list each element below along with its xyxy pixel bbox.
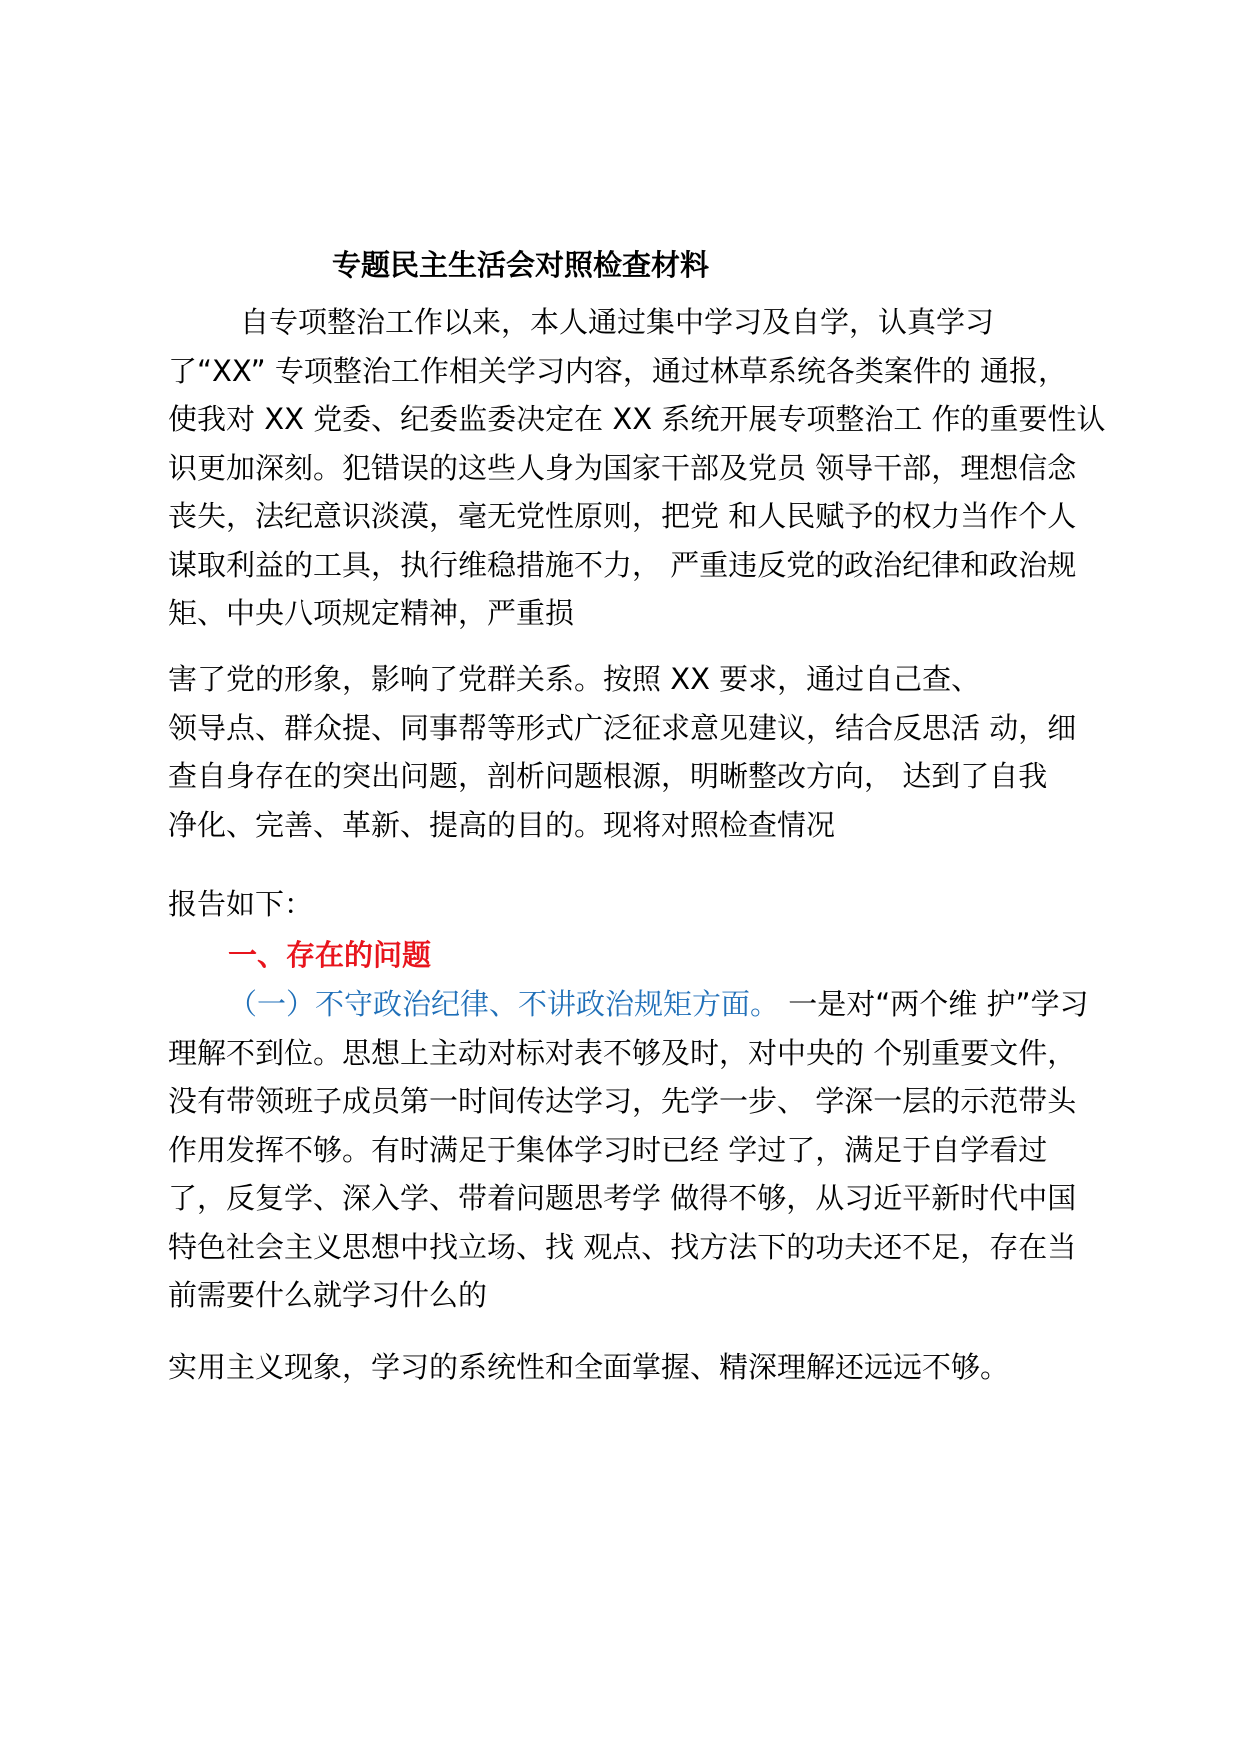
text-line: 净化、完善、革新、提高的目的。现将对照检查情况 bbox=[168, 807, 836, 842]
text-line: 特色社会主义思想中找立场、找 观点、找方法下的功夫还不足，存在当 bbox=[168, 1229, 1077, 1264]
subsection-one bbox=[168, 980, 1128, 1320]
text-line: 理解不到位。思想上主动对标对表不够及时，对中央的 个别重要文件， bbox=[168, 1035, 1077, 1070]
text-line: 没有带领班子成员第一时间传达学习，先学一步、 学深一层的示范带头 bbox=[168, 1084, 1077, 1118]
paragraph-continuation bbox=[168, 655, 1128, 849]
text-line: 作用发挥不够。有时满足于集体学习时已经 学过了，满足于自学看过 bbox=[168, 1132, 1048, 1167]
text-line: 实用主义现象，学习的系统性和全面掌握、精深理解还远远不够。 bbox=[168, 1350, 1010, 1384]
text-line: 查自身存在的突出问题，剖析问题根源，明晰整改方向， 达到了自我 bbox=[168, 759, 1048, 793]
text-line: 丧失，法纪意识淡漠，毫无党性原则，把党 和人民赋予的权力当作个人 bbox=[168, 499, 1077, 533]
text-line: 矩、中央八项规定精神，严重损 bbox=[168, 596, 575, 630]
subsection-first-line bbox=[168, 980, 1128, 1029]
text-line: 自专项整治工作以来，本人通过集中学习及自学，认真学习 bbox=[240, 305, 995, 339]
text-line: 使我对 XX 党委、纪委监委决定在 XX 系统开展专项整治工 作的重要性认 bbox=[168, 402, 1106, 436]
text-line: 识更加深刻。犯错误的这些人身为国家干部及党员 领导干部，理想信念 bbox=[168, 450, 1077, 485]
paragraph-report bbox=[168, 880, 1128, 929]
subsection-lead: （一）不守政治纪律、不讲政治规矩方面。 bbox=[228, 987, 780, 1021]
section-heading-block bbox=[168, 931, 1128, 980]
subsection-lead-rest: 一是对“两个维 护”学习 bbox=[779, 987, 1089, 1021]
text-line: 了，反复学、深入学、带着问题思考学 做得不够，从习近平新时代中国 bbox=[168, 1181, 1077, 1215]
text-line: 领导点、群众提、同事帮等形式广泛征求意见建议，结合反思活 动，细 bbox=[168, 710, 1077, 745]
text-line: 了“XX” 专项整治工作相关学习内容，通过林草系统各类案件的 通报， bbox=[168, 353, 1068, 388]
paragraph-last bbox=[168, 1343, 1128, 1392]
paragraph-intro bbox=[168, 298, 1128, 638]
section-heading: 一、存在的问题 bbox=[228, 938, 432, 972]
document-title: 专题民主生活会对照检查材料 bbox=[332, 248, 710, 282]
text-line: 谋取利益的工具，执行维稳措施不力， 严重违反党的政治纪律和政治规 bbox=[168, 547, 1077, 582]
text-line: 报告如下： bbox=[168, 887, 314, 921]
text-line: 前需要什么就学习什么的 bbox=[168, 1278, 488, 1312]
text-line: 害了党的形象，影响了党群关系。按照 XX 要求，通过自己查、 bbox=[168, 662, 981, 696]
